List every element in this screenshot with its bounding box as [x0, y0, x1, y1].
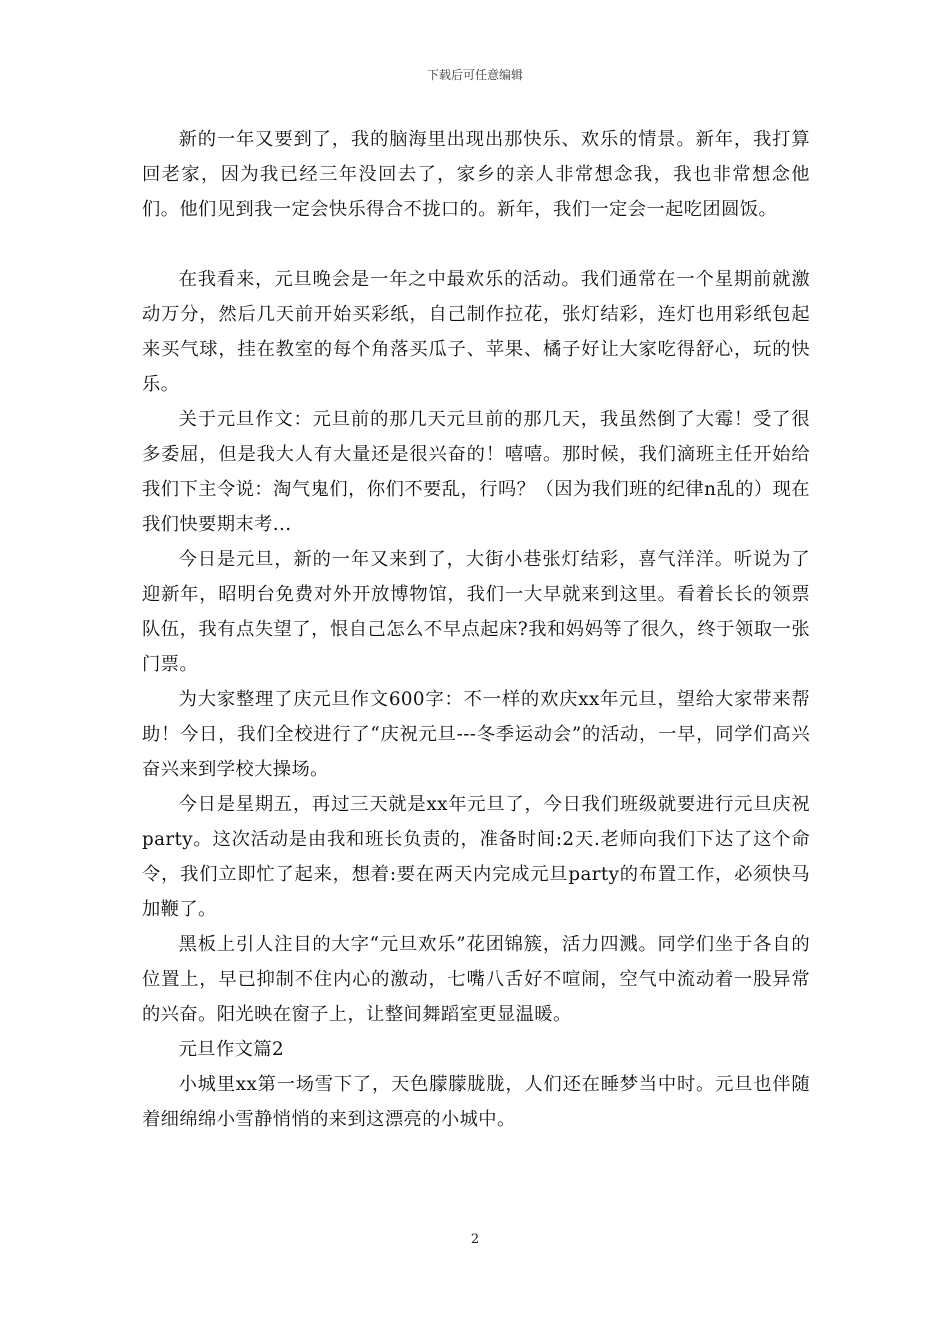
paragraph: 黑板上引人注目的大字“元旦欢乐”花团锦簇，活力四溅。同学们坐于各自的位置上，早已抑制不住内心的激动，七嘴八舌好不喧闹，空气中流动着一股异常的兴奋。阳光映在窗子上，让整间舞蹈室更显温暖。 — [142, 934, 810, 1025]
paragraph: 在我看来，元旦晚会是一年之中最欢乐的活动。我们通常在一个星期前就激动万分，然后几天前开始买彩纸，自己制作拉花，张灯结彩，连灯也用彩纸包起来买气球，挂在教室的每个角落买瓜子、苹果、橘子好让大家吃得舒心，玩的快乐。 — [142, 269, 810, 395]
paragraph: 小城里xx第一场雪下了，天色朦朦胧胧，人们还在睡梦当中时。元旦也伴随着细绵绵小雪静悄悄的来到这漂亮的小城中。 — [142, 1074, 810, 1130]
paragraph: 关于元旦作文：元旦前的那几天元旦前的那几天，我虽然倒了大霉！受了很多委屈，但是我大人有大量还是很兴奋的！嘻嘻。那时候，我们滴班主任开始给我们下主令说：淘气鬼们，你们不要乱，行吗？（因为我们班的纪律n乱的）现在我们快要期末考... — [142, 409, 810, 535]
page-number: 2 — [470, 1232, 480, 1247]
paragraph: 新的一年又要到了，我的脑海里出现出那快乐、欢乐的情景。新年，我打算回老家，因为我已经三年没回去了，家乡的亲人非常想念我，我也非常想念他们。他们见到我一定会快乐得合不拢口的。新年，我们一定会一起吃团圆饭。 — [142, 129, 810, 220]
paragraph: 今日是元旦，新的一年又来到了，大街小巷张灯结彩，喜气洋洋。听说为了迎新年，昭明台免费对外开放博物馆，我们一大早就来到这里。看着长长的领票队伍，我有点失望了，恨自己怎么不早点起床?我和妈妈等了很久，终于领取一张门票。 — [142, 549, 810, 675]
paragraph: 今日是星期五，再过三天就是xx年元旦了，今日我们班级就要进行元旦庆祝party。这次活动是由我和班长负责的，准备时间:2天.老师向我们下达了这个命令，我们立即忙了起来，想着:要在两天内完成元旦party的布置工作，必须快马加鞭了。 — [142, 794, 810, 920]
section-heading: 元旦作文篇2 — [178, 1039, 285, 1060]
page-header-note: 下载后可任意编辑 — [426, 68, 523, 82]
paragraph: 为大家整理了庆元旦作文600字：不一样的欢庆xx年元旦，望给大家带来帮助！今日，我们全校进行了“庆祝元旦---冬季运动会”的活动，一早，同学们高兴奋兴来到学校大操场。 — [142, 689, 810, 780]
document-body — [142, 122, 810, 1137]
